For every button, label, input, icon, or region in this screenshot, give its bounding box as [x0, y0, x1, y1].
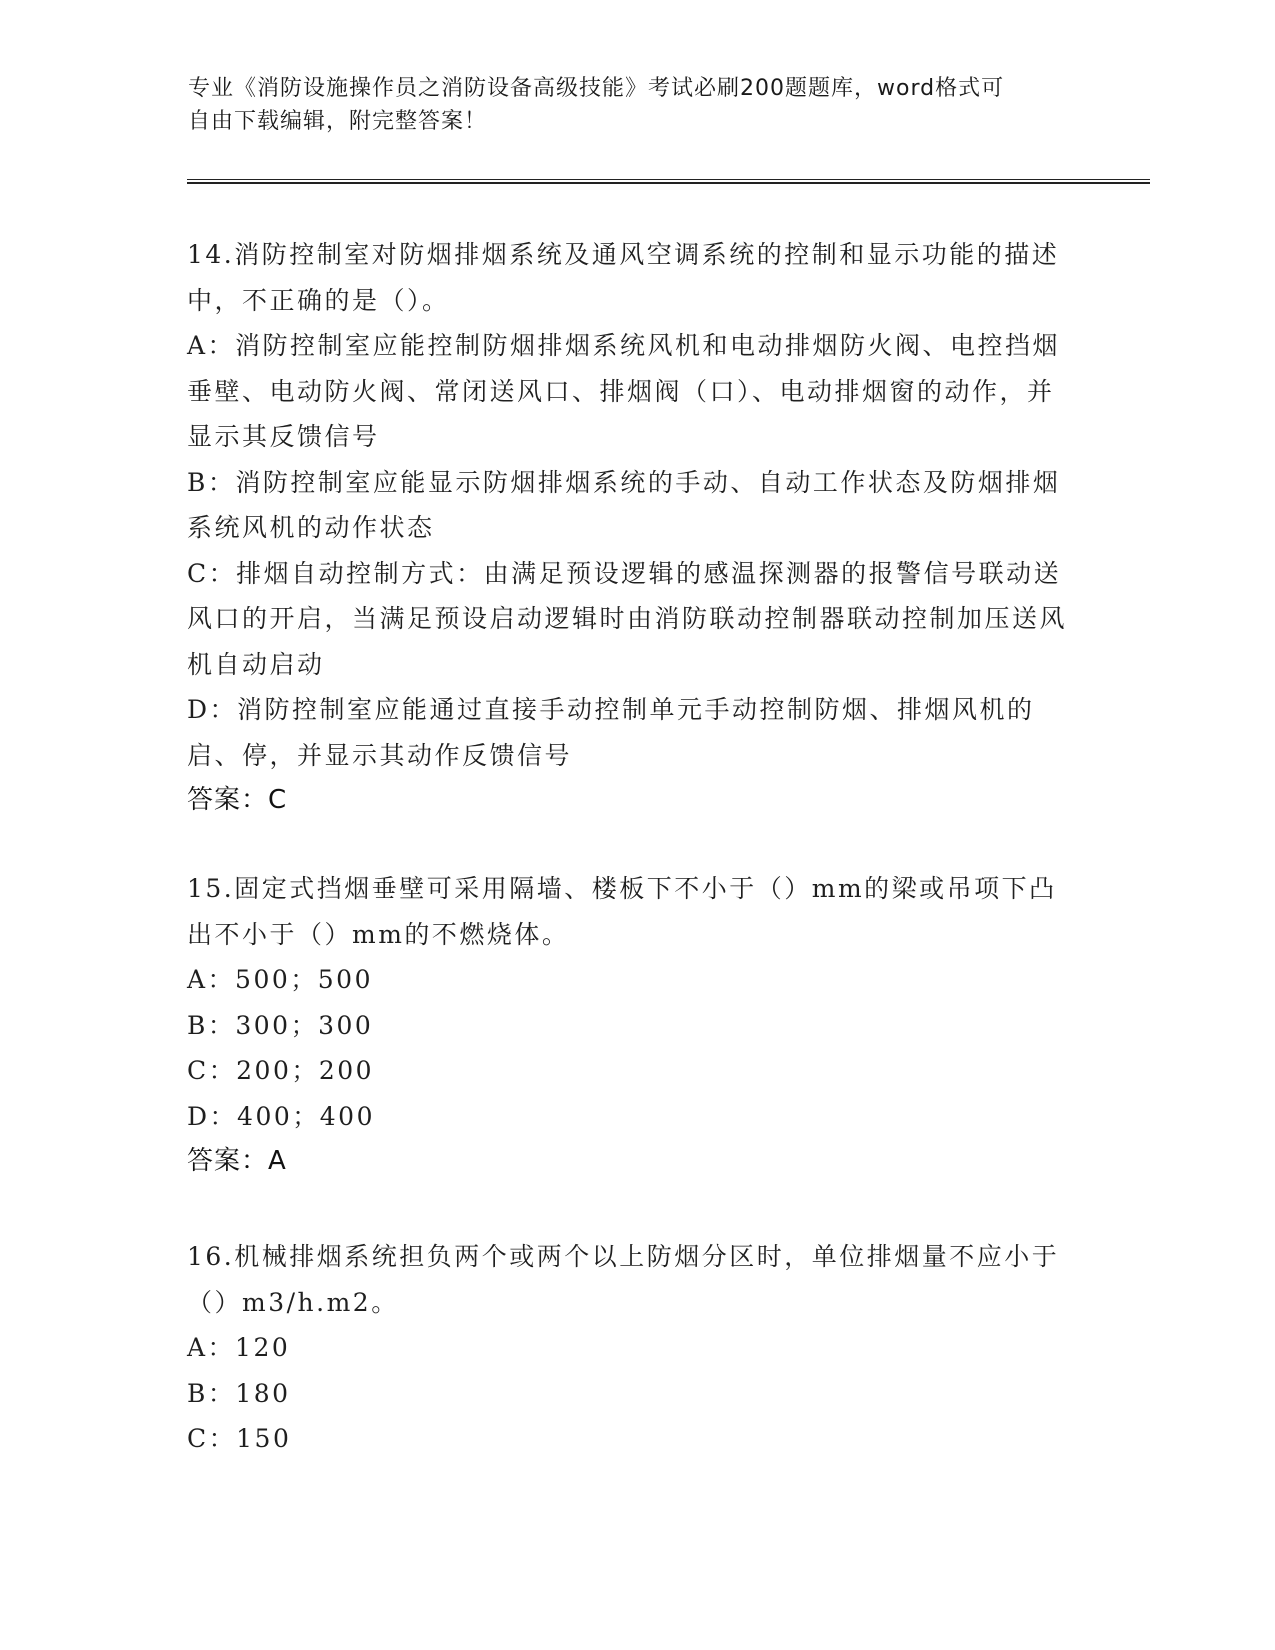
option-c: C：排烟自动控制方式：由满足预设逻辑的感温探测器的报警信号联动送风口的开启，当满足预设启动逻辑时由消防联动控制器联动控制加压送风机自动启动	[187, 558, 1068, 679]
answer: 答案：A	[187, 1146, 287, 1176]
option-b: B：180	[187, 1378, 291, 1408]
option-b: B：300；300	[187, 1010, 374, 1040]
question-stem: 16.机械排烟系统担负两个或两个以上防烟分区时，单位排烟量不应小于（）m3/h.m2。	[187, 1242, 1060, 1317]
header-line-1: 专业《消防设施操作员之消防设备高级技能》考试必刷200题题库，word格式可	[188, 76, 1005, 101]
option-a: A：500；500	[187, 965, 373, 994]
question-stem: 15.固定式挡烟垂壁可采用隔墙、楼板下不小于（）mm的梁或吊项下凸出不小于（）mm的不燃烧体。	[187, 874, 1057, 949]
question-15	[187, 866, 1077, 1185]
question-stem: 14.消防控制室对防烟排烟系统及通风空调系统的控制和显示功能的描述中，不正确的是（）。	[187, 240, 1060, 315]
document-header	[188, 72, 1068, 138]
option-b: B：消防控制室应能显示防烟排烟系统的手动、自动工作状态及防烟排烟系统风机的动作状态	[187, 467, 1061, 542]
question-16	[187, 1234, 1077, 1462]
option-a: A：120	[187, 1333, 291, 1362]
option-d: D：消防控制室应能通过直接手动控制单元手动控制防烟、排烟风机的启、停，并显示其动作反馈信号	[187, 695, 1035, 770]
option-a: A：消防控制室应能控制防烟排烟系统风机和电动排烟防火阀、电控挡烟垂壁、电动防火阀、常闭送风口、排烟阀（口）、电动排烟窗的动作，并显示其反馈信号	[187, 331, 1061, 451]
header-line-2: 自由下载编辑，附完整答案！	[188, 109, 488, 134]
option-c: C：200；200	[187, 1056, 375, 1085]
question-14	[187, 232, 1077, 824]
header-divider-thin	[187, 179, 1150, 180]
option-c: C：150	[187, 1424, 292, 1453]
answer: 答案：C	[187, 785, 288, 815]
option-d: D：400；400	[187, 1101, 375, 1131]
header-divider-thick	[187, 182, 1150, 184]
